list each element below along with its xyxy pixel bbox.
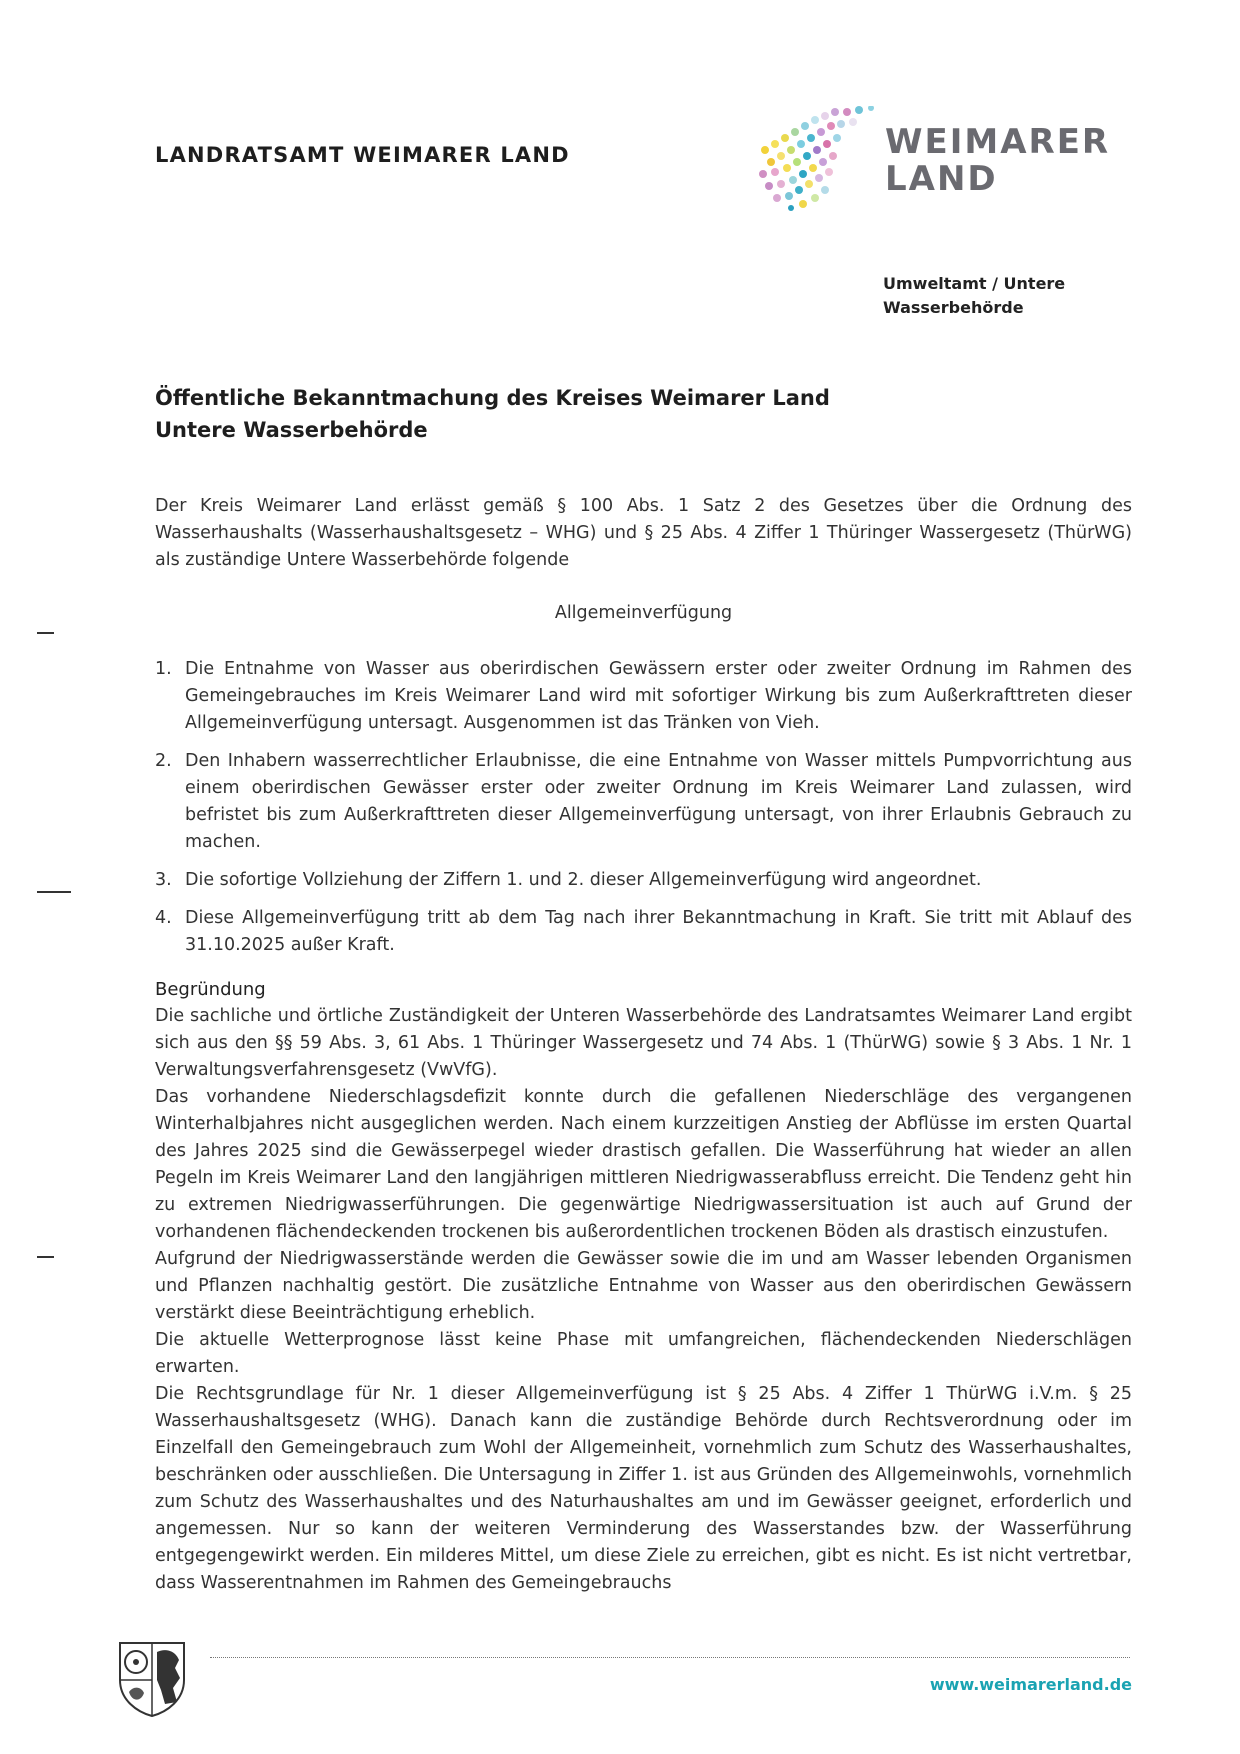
reasoning-paragraph: Die sachliche und örtliche Zuständigkeit der Unteren Wasserbehörde des Landratsamtes Weimarer Land ergibt sich aus den §§ 59 Abs. 3, 61 Abs. 1 Thüringer Wassergesetz und 74 Abs. 1 (ThürWG) sowie § 3 Abs. 1 Nr. 1 Verwaltungsverfahrensgesetz (VwVfG). (155, 1006, 1132, 1080)
logo-dot-pattern-icon (755, 106, 885, 216)
logo-wordmark (885, 124, 1110, 198)
intro-paragraph: Der Kreis Weimarer Land erlässt gemäß § 100 Abs. 1 Satz 2 des Gesetzes über die Ordnung des Wasserhaushalts (Wasserhaushaltsgesetz – WHG) und § 25 Abs. 4 Ziffer 1 Thüringer Wassergesetz (ThürWG) als zuständige Untere Wasserbehörde folgende (155, 496, 1132, 570)
list-item-number: 3. (155, 870, 172, 890)
section-heading: Allgemeinverfügung (554, 603, 733, 623)
reasoning-section (155, 976, 1132, 1597)
coat-of-arms-icon (117, 1640, 187, 1718)
list-item-number: 4. (155, 908, 172, 928)
department-line-2: Wasserbehörde (883, 298, 1024, 317)
list-item-text: Diese Allgemeinverfügung tritt ab dem Tag nach ihrer Bekanntmachung in Kraft. Sie tritt mit Ablauf des 31.10.2025 außer Kraft. (185, 908, 1132, 955)
reasoning-heading: Begründung (155, 979, 266, 1000)
department (883, 272, 1065, 320)
list-item-number: 1. (155, 659, 172, 679)
list-item-text: Die Entnahme von Wasser aus oberirdischen Gewässern erster oder zweiter Ordnung im Rahmen des Gemeingebrauches im Kreis Weimarer Land wird mit sofortiger Wirkung bis zum Außerkrafttreten dieser Allgemeinverfügung untersagt. Ausgenommen ist das Tränken von Vieh. (185, 659, 1132, 733)
reasoning-paragraph: Die Rechtsgrundlage für Nr. 1 dieser Allgemeinverfügung ist § 25 Abs. 4 Ziffer 1 ThürWG i.V.m. § 25 Wasserhaushaltsgesetz (WHG). Danach kann die zuständige Behörde durch Rechtsverordnung oder im Einzelfall den Gemeingebrauch zum Wohl der Allgemeinheit, vornehmlich zum Schutz des Wasserhaushaltes, beschränken oder ausschließen. Die Untersagung in Ziffer 1. ist aus Gründen des Allgemeinwohls, vornehmlich zum Schutz des Wasserhaushaltes und des Naturhaushaltes am und im Gewässer geeignet, erforderlich und angemessen. Nur so kann der weiteren Verminderung des Wasserstandes bzw. der Wasserführung entgegengewirkt werden. Ein milderes Mittel, um diese Ziele zu erreichen, gibt es nicht. Es ist nicht vertretbar, dass Wasserentnahmen im Rahmen des Gemeingebrauchs (155, 1384, 1132, 1593)
organization-name: LANDRATSAMT WEIMARER LAND (155, 143, 570, 167)
reasoning-paragraph: Das vorhandene Niederschlagsdefizit konnte durch die gefallenen Niederschläge des vergangenen Winterhalbjahres nicht ausgeglichen werden. Nach einem kurzzeitigen Anstieg der Abflüsse im ersten Quartal des Jahres 2025 sind die Gewässerpegel wieder drastisch gefallen. Die Wasserführung hat wieder an allen Pegeln im Kreis Weimarer Land den langjährigen mittleren Niedrigwasserabfluss erreicht. Die Tendenz geht hin zu extremen Niedrigwasserführungen. Die gegenwärtige Niedrigwassersituation ist auch auf Grund der vorhandenen flächendeckenden trockenen bis außerordentlichen trockenen Böden als drastisch einzustufen. (155, 1087, 1132, 1242)
logo-line-1: WEIMARER (885, 122, 1111, 162)
title-line-2: Untere Wasserbehörde (155, 418, 428, 442)
list-item (155, 867, 1132, 894)
fold-mark (37, 632, 54, 634)
list-item (155, 656, 1132, 737)
reasoning-paragraph: Die aktuelle Wetterprognose lässt keine Phase mit umfangreichen, flächendeckenden Niederschlägen erwarten. (155, 1330, 1132, 1377)
weimarer-land-logo (755, 106, 1111, 216)
list-item-number: 2. (155, 751, 172, 771)
list-item (155, 748, 1132, 856)
list-item-text: Den Inhabern wasserrechtlicher Erlaubnisse, die eine Entnahme von Wasser mittels Pumpvorrichtung aus einem oberirdischen Gewässer erster oder zweiter Ordnung im Kreis Weimarer Land zulassen, wird befristet bis zum Außerkrafttreten dieser Allgemeinverfügung untersagt, von ihrer Erlaubnis Gebrauch zu machen. (185, 751, 1132, 852)
logo-line-2: LAND (885, 159, 998, 199)
reasoning-paragraph: Aufgrund der Niedrigwasserstände werden die Gewässer sowie die im und am Wasser lebenden Organismen und Pflanzen nachhaltig gestört. Die zusätzliche Entnahme von Wasser aus den oberirdischen Gewässern verstärkt diese Beeinträchtigung erheblich. (155, 1249, 1132, 1323)
department-line-1: Umweltamt / Untere (883, 274, 1066, 293)
title-line-1: Öffentliche Bekanntmachung des Kreises Weimarer Land (155, 386, 830, 410)
list-item-text: Die sofortige Vollziehung der Ziffern 1. und 2. dieser Allgemeinverfügung wird angeordnet. (185, 870, 982, 890)
list-item (155, 905, 1132, 959)
decree-list (155, 656, 1132, 970)
punch-mark (37, 891, 71, 893)
fold-mark (37, 1256, 54, 1258)
footer-divider (210, 1657, 1130, 1658)
document-title (155, 382, 830, 446)
website-link[interactable]: www.weimarerland.de (929, 1675, 1132, 1694)
